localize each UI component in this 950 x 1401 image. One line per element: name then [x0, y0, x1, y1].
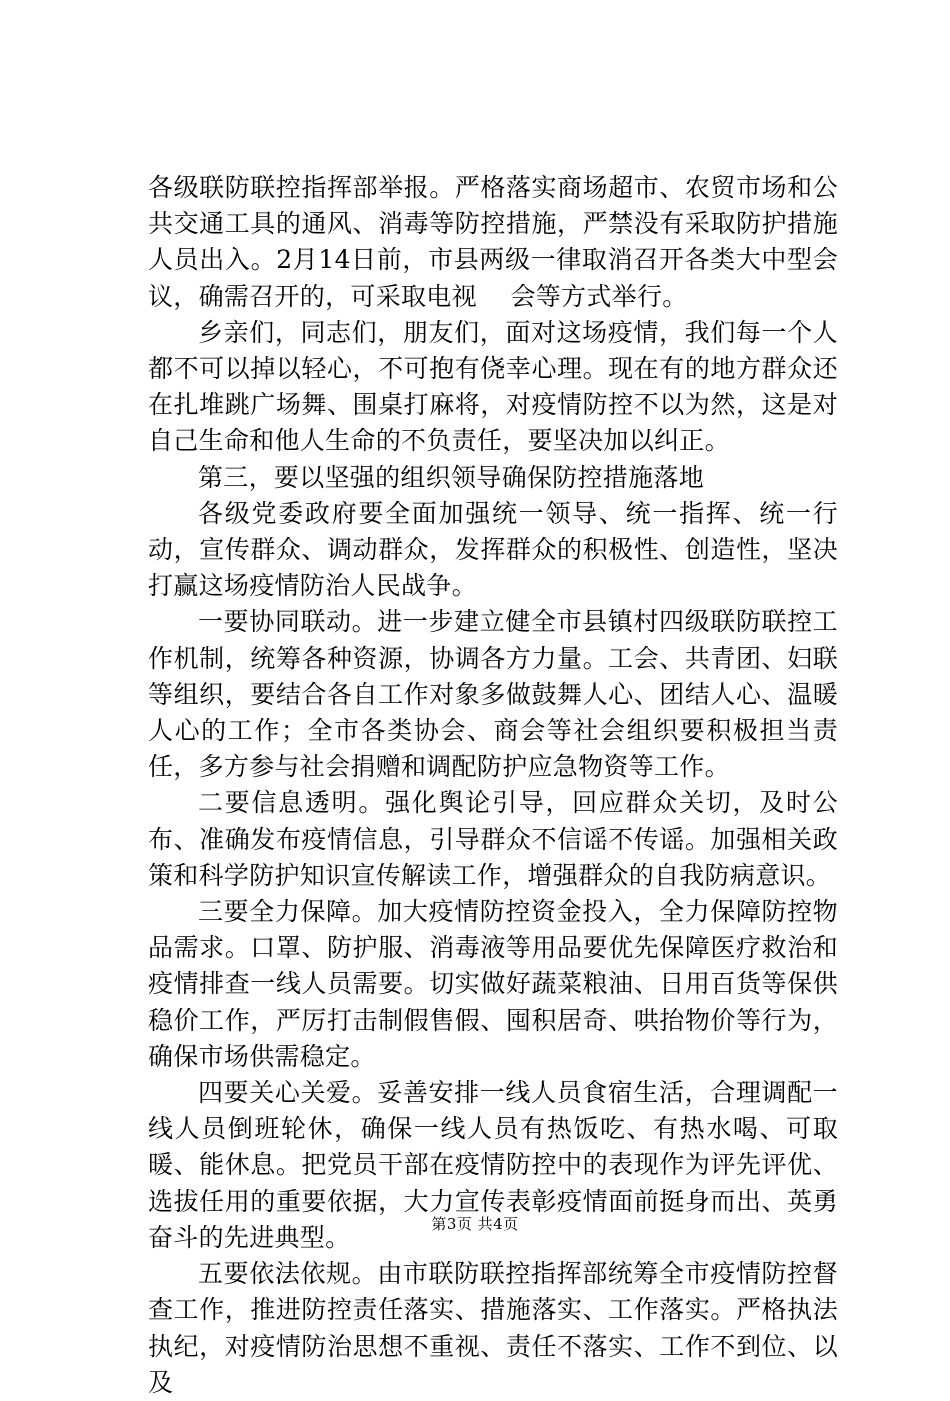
paragraph: 二要信息透明。强化舆论引导，回应群众关切，及时公布、准确发布疫情信息，引导群众不信谣不传谣。加强相关政策和科学防护知识宣传解读工作，增强群众的自我防病意识。	[148, 788, 838, 890]
paragraph: 乡亲们，同志们，朋友们，面对这场疫情，我们每一个人都不可以掉以轻心，不可抱有侥幸心理。现在有的地方群众还在扎堆跳广场舞、围桌打麻将，对疫情防控不以为然，这是对自己生命和他人生命的不负责任，要坚决加以纠正。	[148, 317, 838, 456]
paragraph: 三要全力保障。加大疫情防控资金投入，全力保障防控物品需求。口罩、防护服、消毒液等用品要优先保障医疗救治和疫情排查一线人员需要。切实做好蔬菜粮油、日用百货等保供稳价工作，严厉打击制假售假、囤积居奇、哄抬物价等行为，确保市场供需稳定。	[148, 897, 838, 1071]
section-heading: 第三，要以坚强的组织领导确保防控措施落地	[198, 462, 705, 492]
paragraph: 四要关心关爱。妥善安排一线人员食宿生活，合理调配一线人员倒班轮休，确保一线人员有热饭吃、有热水喝、可取暖、能休息。把党员干部在疫情防控中的表现作为评先评优、选拔任用的重要依据，大力宣传表彰疫情面前挺身而出、英勇奋斗的先进典型。	[148, 1078, 838, 1252]
paragraph: 各级联防联控指挥部举报。严格落实商场超市、农贸市场和公共交通工具的通风、消毒等防控措施，严禁没有采取防护措施人员出入。2月14日前，市县两级一律取消召开各类大中型会议，确需召开的，可采取电视 会等方式举行。	[148, 173, 838, 311]
paragraph: 五要依法依规。由市联防联控指挥部统筹全市疫情防控督查工作，推进防控责任落实、措施落实、工作落实。严格执法执纪，对疫情防治思想不重视、责任不落实、工作不到位、以及	[148, 1259, 838, 1397]
paragraph: 一要协同联动。进一步建立健全市县镇村四级联防联控工作机制，统筹各种资源，协调各方力量。工会、共青团、妇联等组织，要结合各自工作对象多做鼓舞人心、团结人心、温暖人心的工作；全市各类协会、商会等社会组织要积极担当责任，多方参与社会捐赠和调配防护应急物资等工作。	[148, 607, 838, 782]
paragraph: 各级党委政府要全面加强统一领导、统一指挥、统一行动，宣传群众、调动群众，发挥群众的积极性、创造性，坚决打赢这场疫情防治人民战争。	[148, 498, 838, 601]
page-footer: 第3页 共4页	[431, 1215, 519, 1233]
